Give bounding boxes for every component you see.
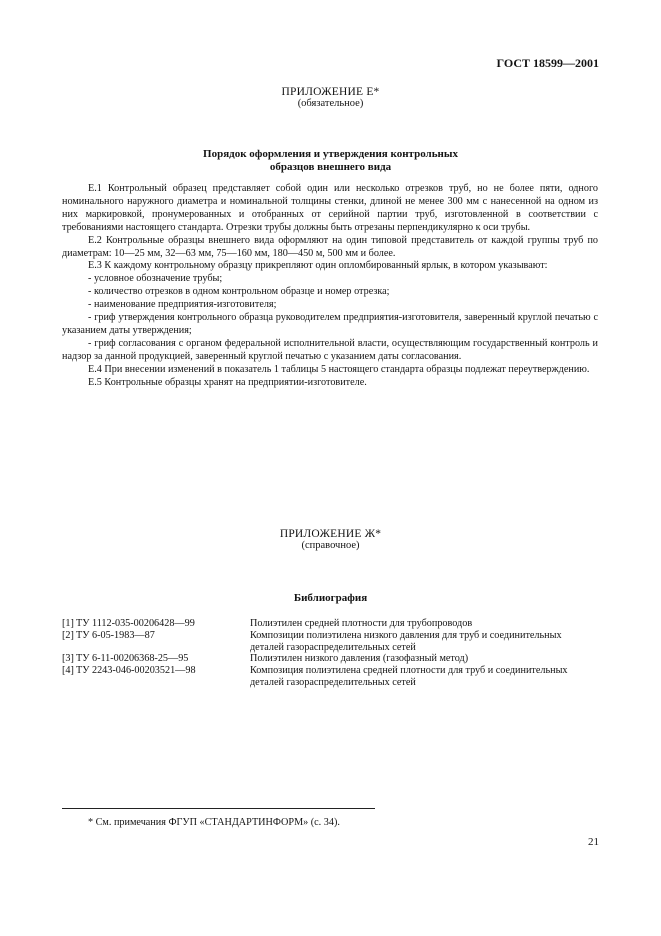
bibliography-entry — [62, 618, 598, 630]
appendix-e-title: ПРИЛОЖЕНИЕ Е* — [281, 86, 380, 98]
bibliography-number: [3] — [62, 653, 74, 665]
bibliography-reference: ТУ 1112-035-00206428—99 — [76, 618, 195, 629]
appendix-e-body — [62, 183, 598, 390]
bibliography-reference: ТУ 2243-046-00203521—98 — [76, 665, 196, 677]
footnote-divider — [62, 808, 375, 809]
bibliography-reference: ТУ 6-11-00206368-25—95 — [76, 653, 189, 665]
bibliography-number: [2] — [62, 629, 74, 641]
bibliography-entry — [62, 630, 598, 654]
appendix-e-heading-line2: образцов внешнего вида — [269, 161, 392, 173]
paragraph-e1: Е.1 Контрольный образец представляет собой один или несколько отрезков труб, но не более пяти, одного номинального наружного диаметра и номинальной толщины стенки, длиной не менее 300 мм с нанесенной на одном из них маркировкой, пронумерованных и отобранных от серийной партии труб, изготовленной в соответствии с требованиями настоящего стандарта. Отрезки трубы должны быть отрезаны перпендикулярно к оси трубы. — [62, 183, 598, 233]
bibliography-entry — [62, 653, 598, 665]
paragraph-e2: Е.2 Контрольные образцы внешнего вида оформляют на один типовой представитель от каждой группы труб по диаметрам: 10—25 мм, 32—63 мм, 75—160 мм, 180—450 м, 500 мм и более. — [62, 234, 598, 259]
bibliography-list — [62, 618, 598, 689]
list-item: - наименование предприятия-изготовителя; — [88, 299, 277, 311]
appendix-zh-title: ПРИЛОЖЕНИЕ Ж* — [279, 528, 382, 540]
bibliography-number: [4] — [62, 665, 74, 677]
paragraph-e3: Е.3 К каждому контрольному образцу прикрепляют один опломбированный ярлык, в котором указывают: — [88, 260, 548, 272]
bibliography-entry — [62, 665, 598, 689]
appendix-e-subtitle: (обязательное) — [297, 98, 364, 109]
bibliography-description: Композиция полиэтилена средней плотности для труб и соединительных деталей газораспределительных сетей — [250, 665, 568, 688]
bibliography-heading: Библиография — [293, 592, 368, 604]
appendix-zh-subtitle: (справочное) — [301, 540, 360, 551]
list-item: - количество отрезков в одном контрольном образце и номер отрезка; — [88, 286, 390, 298]
paragraph-e4: Е.4 При внесении изменений в показатель 1 таблицы 5 настоящего стандарта образцы подлежат переутверждению. — [88, 363, 590, 375]
bibliography-number: [1] — [62, 618, 74, 629]
list-item: - гриф утверждения контрольного образца руководителем предприятия-изготовителя, заверенный круглой печатью с указанием даты утверждения; — [62, 312, 598, 336]
appendix-e-heading — [0, 148, 661, 174]
document-header: ГОСТ 18599—2001 — [496, 56, 599, 70]
appendix-e-heading-line1: Порядок оформления и утверждения контрольных — [203, 148, 458, 160]
list-item: - условное обозначение трубы; — [88, 273, 223, 285]
bibliography-description: Композиции полиэтилена низкого давления для труб и соединительных деталей газораспределительных сетей — [250, 629, 562, 653]
bibliography-description: Полиэтилен средней плотности для трубопроводов — [250, 618, 473, 629]
bibliography-reference: ТУ 6-05-1983—87 — [76, 629, 155, 641]
footnote: * См. примечания ФГУП «СТАНДАРТИНФОРМ» (с. 34). — [88, 817, 340, 828]
list-item: - гриф согласования с органом федеральной исполнительной власти, осуществляющим государственный контроль и надзор за данной продукцией, заверенный круглой печатью с указанием даты согласования. — [62, 337, 598, 362]
bibliography-description: Полиэтилен низкого давления (газофазный метод) — [250, 653, 469, 665]
page-number: 21 — [588, 836, 599, 848]
paragraph-e5: Е.5 Контрольные образцы хранят на предприятии-изготовителе. — [88, 376, 367, 388]
